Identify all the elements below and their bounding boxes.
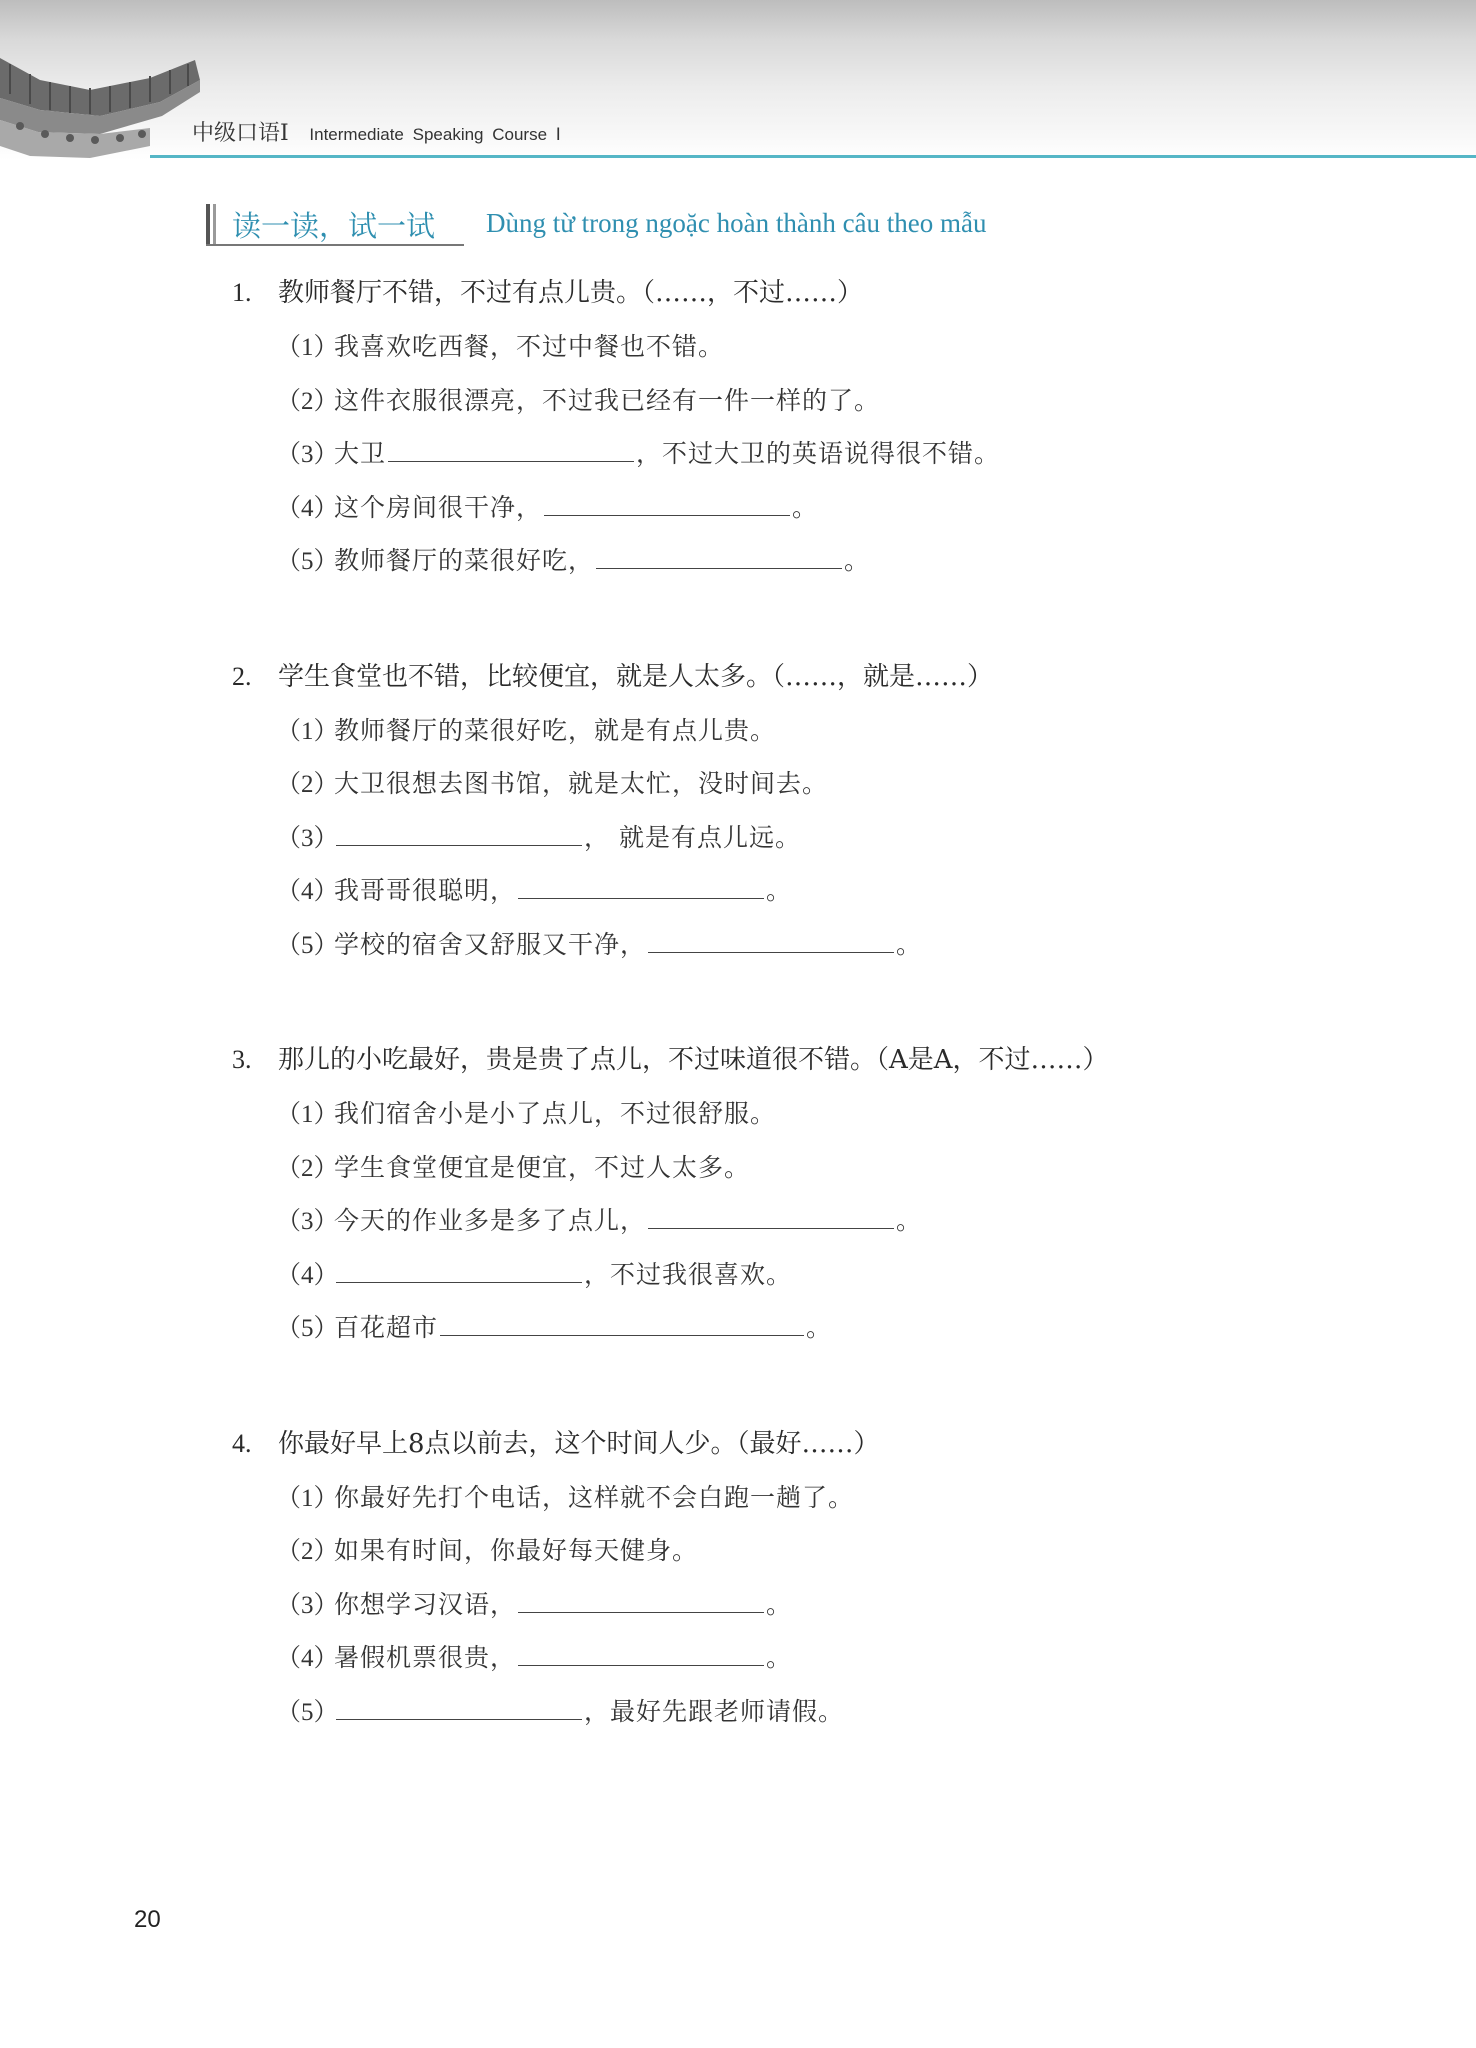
section-title-cn: 读一读，试一试	[232, 209, 436, 243]
answer-blank[interactable]	[336, 821, 582, 846]
answer-blank[interactable]	[388, 437, 634, 462]
exercise-group	[232, 650, 1332, 972]
heading-bar-light	[213, 204, 216, 246]
item-text-after: 。	[766, 1643, 793, 1672]
exercise-item	[276, 320, 1332, 374]
item-text-after: ，不过大卫的英语说得很不错。	[636, 439, 1001, 468]
item-text-before: 大卫	[334, 439, 387, 468]
item-number: （1）	[276, 334, 339, 361]
exercise-item	[276, 1087, 1332, 1141]
section-title-vi: Dùng từ trong ngoặc hoàn thành câu theo mẫu	[486, 208, 987, 238]
item-number: （5）	[276, 548, 339, 575]
exercise-text: 你最好早上8点以前去，这个时间人少。（最好……）	[278, 1428, 880, 1459]
answer-blank[interactable]	[518, 1641, 764, 1666]
book-title-cn: 中级口语Ⅰ	[192, 121, 289, 146]
book-title	[192, 116, 561, 147]
exercise-text: 那儿的小吃最好，贵是贵了点儿，不过味道很不错。（A是A，不过……）	[278, 1045, 1109, 1075]
page-number: 20	[134, 1906, 161, 1933]
item-number: （3）	[276, 1591, 339, 1619]
item-number: （3）	[276, 441, 339, 468]
roof-eaves-illustration	[0, 50, 200, 162]
exercise-prompt	[232, 1417, 1332, 1471]
exercise-number: 4.	[232, 1428, 252, 1458]
exercise-item	[276, 1194, 1332, 1248]
exercise-item	[276, 757, 1332, 811]
answer-blank[interactable]	[648, 1204, 894, 1229]
item-text: 我喜欢吃西餐，不过中餐也不错。	[334, 332, 725, 361]
exercise-prompt	[232, 650, 1332, 704]
exercise-item	[276, 374, 1332, 428]
item-text: 我们宿舍小是小了点儿，不过很舒服。	[334, 1099, 777, 1128]
item-number: （1）	[276, 717, 339, 745]
answer-blank[interactable]	[544, 491, 790, 516]
exercise-item	[276, 1685, 1332, 1739]
answer-blank[interactable]	[336, 1695, 582, 1720]
item-number: （5）	[276, 931, 339, 959]
exercise-item	[276, 1301, 1332, 1355]
exercise-item	[276, 811, 1332, 865]
item-number: （2）	[276, 771, 339, 798]
answer-blank[interactable]	[336, 1258, 582, 1283]
exercise-item	[276, 1631, 1332, 1685]
item-text: 大卫很想去图书馆，就是太忙，没时间去。	[334, 769, 829, 798]
exercise-group	[232, 1417, 1332, 1739]
answer-blank[interactable]	[596, 544, 842, 569]
item-number: （5）	[276, 1315, 339, 1342]
header-rule	[150, 155, 1476, 158]
heading-bar-dark	[206, 204, 210, 246]
item-number: （5）	[276, 1698, 339, 1726]
item-text-after: ， 就是有点儿远。	[584, 822, 801, 852]
exercise-item	[276, 704, 1332, 758]
exercise-item	[276, 864, 1332, 918]
item-number: （1）	[276, 1484, 339, 1512]
item-text: 学生食堂便宜是便宜，不过人太多。	[334, 1152, 751, 1182]
exercise-prompt	[232, 1033, 1332, 1087]
item-text-after: 。	[766, 1589, 793, 1619]
item-text-after: 。	[844, 546, 871, 575]
exercise-item	[276, 427, 1332, 481]
exercise-number: 2.	[232, 661, 252, 691]
item-text-before: 今天的作业多是多了点儿，	[334, 1206, 647, 1235]
item-number: （1）	[276, 1101, 339, 1128]
exercise-text: 教师餐厅不错，不过有点儿贵。（……，不过……）	[278, 278, 864, 308]
item-text-after: 。	[806, 1313, 833, 1342]
item-text-after: ，不过我很喜欢。	[584, 1259, 793, 1289]
exercise-group	[232, 1033, 1332, 1355]
item-text: 教师餐厅的菜很好吃，就是有点儿贵。	[334, 715, 777, 745]
item-text-after: 。	[792, 492, 819, 522]
item-text-after: 。	[896, 929, 923, 959]
item-text-before: 暑假机票很贵，	[334, 1643, 517, 1672]
exercise-item	[276, 1524, 1332, 1578]
item-text: 你最好先打个电话，这样就不会白跑一趟了。	[334, 1482, 855, 1512]
exercise-group	[232, 266, 1332, 588]
book-title-en: Intermediate Speaking Course Ⅰ	[309, 125, 561, 144]
item-number: （4）	[276, 878, 339, 905]
item-text: 这件衣服很漂亮，不过我已经有一件一样的了。	[334, 385, 881, 415]
item-number: （3）	[276, 1208, 339, 1235]
item-text-before: 教师餐厅的菜很好吃，	[334, 546, 595, 575]
answer-blank[interactable]	[518, 874, 764, 899]
exercise-item	[276, 534, 1332, 588]
answer-blank[interactable]	[648, 928, 894, 953]
exercise-list	[232, 266, 1332, 1800]
item-text-before: 我哥哥很聪明，	[334, 876, 517, 905]
item-text-before: 这个房间很干净，	[334, 492, 543, 522]
exercise-item	[276, 1578, 1332, 1632]
exercise-text: 学生食堂也不错，比较便宜，就是人太多。（……，就是……）	[278, 661, 994, 692]
exercise-item	[276, 1141, 1332, 1195]
item-text: 如果有时间，你最好每天健身。	[334, 1536, 699, 1565]
exercise-item	[276, 1471, 1332, 1525]
item-number: （2）	[276, 1154, 339, 1182]
item-text-before: 你想学习汉语，	[334, 1589, 517, 1619]
item-number: （4）	[276, 1261, 339, 1289]
item-text-after: ，最好先跟老师请假。	[584, 1696, 845, 1726]
exercise-item	[276, 481, 1332, 535]
item-number: （4）	[276, 1645, 339, 1672]
exercise-prompt	[232, 266, 1332, 320]
item-number: （2）	[276, 387, 339, 415]
answer-blank[interactable]	[518, 1588, 764, 1613]
exercise-number: 3.	[232, 1045, 252, 1074]
exercise-item	[276, 1248, 1332, 1302]
item-text-after: 。	[766, 876, 793, 905]
item-text-after: 。	[896, 1206, 923, 1235]
exercise-number: 1.	[232, 278, 252, 307]
item-text-before: 百花超市	[334, 1313, 439, 1342]
answer-blank[interactable]	[440, 1311, 804, 1336]
item-number: （4）	[276, 494, 339, 522]
item-number: （3）	[276, 824, 339, 852]
item-text-before: 学校的宿舍又舒服又干净，	[334, 929, 647, 959]
exercise-item	[276, 918, 1332, 972]
item-number: （2）	[276, 1538, 339, 1565]
